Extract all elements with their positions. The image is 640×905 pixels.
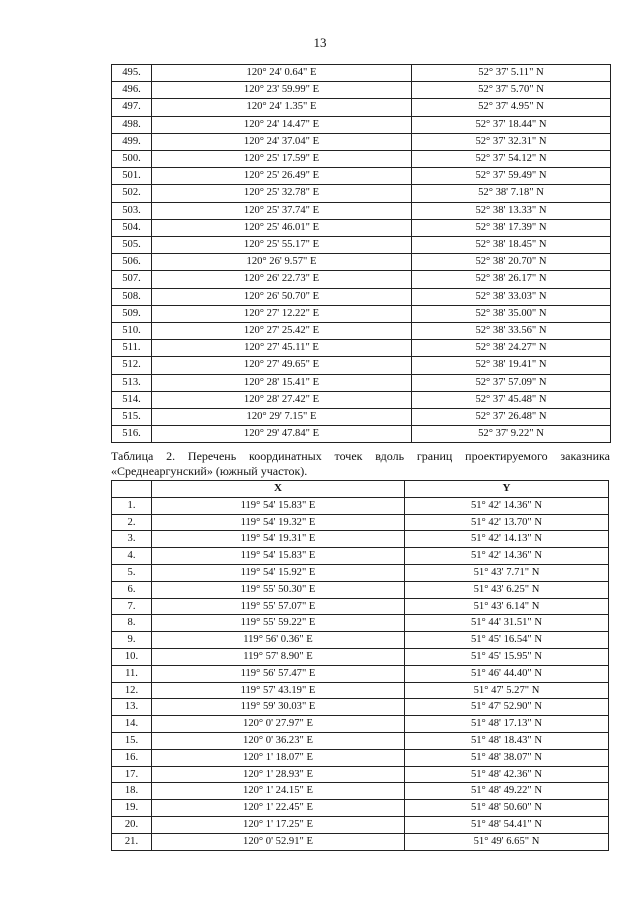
point-number-cell: 506.: [112, 254, 152, 271]
latitude-cell: 52° 38' 33.03" N: [412, 288, 611, 305]
table-row: [112, 357, 611, 374]
point-number-cell: 13.: [112, 699, 152, 716]
table-row: [112, 323, 611, 340]
table-row: [112, 665, 609, 682]
table-row: [112, 732, 609, 749]
point-number-cell: 17.: [112, 766, 152, 783]
longitude-cell: 120° 28' 15.41" E: [152, 374, 412, 391]
longitude-cell: 120° 24' 0.64" E: [152, 65, 412, 82]
latitude-cell: 51° 44' 31.51" N: [405, 615, 609, 632]
table-row: [112, 426, 611, 443]
latitude-cell: 51° 42' 13.70" N: [405, 514, 609, 531]
table-row: [112, 749, 609, 766]
table-row: [112, 185, 611, 202]
table-row: [112, 340, 611, 357]
latitude-cell: 51° 48' 50.60" N: [405, 800, 609, 817]
table-row: [112, 133, 611, 150]
latitude-cell: 52° 37' 59.49" N: [412, 168, 611, 185]
longitude-cell: 120° 23' 59.99" E: [152, 82, 412, 99]
longitude-cell: 120° 24' 37.04" E: [152, 133, 412, 150]
point-number-cell: 2.: [112, 514, 152, 531]
point-number-cell: 510.: [112, 323, 152, 340]
point-number-cell: 20.: [112, 816, 152, 833]
latitude-cell: 52° 38' 35.00" N: [412, 305, 611, 322]
longitude-cell: 120° 27' 45.11" E: [152, 340, 412, 357]
point-number-cell: 7.: [112, 598, 152, 615]
table-row: [112, 682, 609, 699]
longitude-cell: 119° 57' 43.19" E: [152, 682, 405, 699]
longitude-cell: 120° 25' 26.49" E: [152, 168, 412, 185]
point-number-cell: 11.: [112, 665, 152, 682]
latitude-cell: 52° 38' 7.18" N: [412, 185, 611, 202]
longitude-cell: 120° 1' 17.25" E: [152, 816, 405, 833]
longitude-cell: 120° 25' 46.01" E: [152, 219, 412, 236]
point-number-cell: 21.: [112, 833, 152, 850]
longitude-cell: 120° 24' 1.35" E: [152, 99, 412, 116]
latitude-cell: 51° 48' 49.22" N: [405, 783, 609, 800]
point-number-cell: 509.: [112, 305, 152, 322]
longitude-cell: 120° 28' 27.42" E: [152, 391, 412, 408]
table-row: [112, 82, 611, 99]
table-row: [112, 409, 611, 426]
point-number-cell: 498.: [112, 116, 152, 133]
latitude-cell: 52° 37' 18.44" N: [412, 116, 611, 133]
longitude-cell: 119° 56' 0.36" E: [152, 632, 405, 649]
table-row: [112, 531, 609, 548]
longitude-cell: 120° 26' 9.57" E: [152, 254, 412, 271]
latitude-cell: 51° 43' 7.71" N: [405, 564, 609, 581]
point-number-cell: 495.: [112, 65, 152, 82]
coordinates-table-2: [111, 480, 609, 851]
table-row: [112, 254, 611, 271]
table-row: [112, 514, 609, 531]
latitude-cell: 51° 48' 38.07" N: [405, 749, 609, 766]
longitude-cell: 120° 29' 7.15" E: [152, 409, 412, 426]
table-row: [112, 699, 609, 716]
point-number-cell: 501.: [112, 168, 152, 185]
point-number-cell: 516.: [112, 426, 152, 443]
point-number-cell: 500.: [112, 151, 152, 168]
longitude-cell: 120° 1' 28.93" E: [152, 766, 405, 783]
longitude-cell: 120° 27' 49.65" E: [152, 357, 412, 374]
longitude-cell: 120° 27' 12.22" E: [152, 305, 412, 322]
table-2-body: [112, 497, 609, 850]
longitude-cell: 120° 0' 27.97" E: [152, 716, 405, 733]
longitude-cell: 119° 54' 15.92" E: [152, 564, 405, 581]
latitude-cell: 52° 38' 17.39" N: [412, 219, 611, 236]
latitude-cell: 52° 38' 18.45" N: [412, 237, 611, 254]
longitude-cell: 119° 54' 19.31" E: [152, 531, 405, 548]
latitude-cell: 51° 48' 54.41" N: [405, 816, 609, 833]
table-row: [112, 564, 609, 581]
point-number-cell: 512.: [112, 357, 152, 374]
column-header-number: [112, 481, 152, 498]
point-number-cell: 514.: [112, 391, 152, 408]
table-row: [112, 648, 609, 665]
latitude-cell: 52° 38' 20.70" N: [412, 254, 611, 271]
table-row: [112, 99, 611, 116]
latitude-cell: 52° 37' 26.48" N: [412, 409, 611, 426]
point-number-cell: 10.: [112, 648, 152, 665]
latitude-cell: 51° 42' 14.36" N: [405, 548, 609, 565]
longitude-cell: 120° 29' 47.84" E: [152, 426, 412, 443]
longitude-cell: 120° 1' 18.07" E: [152, 749, 405, 766]
column-header-x: X: [152, 481, 405, 498]
point-number-cell: 14.: [112, 716, 152, 733]
table-row: [112, 800, 609, 817]
latitude-cell: 51° 42' 14.13" N: [405, 531, 609, 548]
point-number-cell: 18.: [112, 783, 152, 800]
longitude-cell: 119° 55' 50.30" E: [152, 581, 405, 598]
point-number-cell: 513.: [112, 374, 152, 391]
longitude-cell: 119° 54' 15.83" E: [152, 497, 405, 514]
longitude-cell: 119° 55' 59.22" E: [152, 615, 405, 632]
longitude-cell: 120° 27' 25.42" E: [152, 323, 412, 340]
point-number-cell: 496.: [112, 82, 152, 99]
latitude-cell: 51° 48' 42.36" N: [405, 766, 609, 783]
point-number-cell: 515.: [112, 409, 152, 426]
longitude-cell: 120° 24' 14.47" E: [152, 116, 412, 133]
latitude-cell: 52° 37' 32.31" N: [412, 133, 611, 150]
column-header-y: Y: [405, 481, 609, 498]
table-row: [112, 168, 611, 185]
latitude-cell: 51° 47' 52.90" N: [405, 699, 609, 716]
table-row: [112, 305, 611, 322]
point-number-cell: 3.: [112, 531, 152, 548]
longitude-cell: 120° 1' 24.15" E: [152, 783, 405, 800]
table-row: [112, 237, 611, 254]
point-number-cell: 5.: [112, 564, 152, 581]
table-row: [112, 219, 611, 236]
table-row: [112, 783, 609, 800]
table-row: [112, 615, 609, 632]
table-row: [112, 65, 611, 82]
point-number-cell: 4.: [112, 548, 152, 565]
longitude-cell: 120° 1' 22.45" E: [152, 800, 405, 817]
latitude-cell: 51° 48' 17.13" N: [405, 716, 609, 733]
longitude-cell: 119° 54' 15.83" E: [152, 548, 405, 565]
table-row: [112, 202, 611, 219]
table-row: [112, 716, 609, 733]
latitude-cell: 51° 47' 5.27" N: [405, 682, 609, 699]
longitude-cell: 120° 26' 50.70" E: [152, 288, 412, 305]
point-number-cell: 505.: [112, 237, 152, 254]
point-number-cell: 499.: [112, 133, 152, 150]
point-number-cell: 9.: [112, 632, 152, 649]
latitude-cell: 51° 46' 44.40" N: [405, 665, 609, 682]
table-1-body: [112, 65, 611, 443]
table-row: [112, 632, 609, 649]
table-row: [112, 548, 609, 565]
latitude-cell: 51° 48' 18.43" N: [405, 732, 609, 749]
point-number-cell: 502.: [112, 185, 152, 202]
point-number-cell: 19.: [112, 800, 152, 817]
page-number: 13: [313, 35, 327, 50]
point-number-cell: 497.: [112, 99, 152, 116]
table-row: [112, 497, 609, 514]
latitude-cell: 52° 38' 13.33" N: [412, 202, 611, 219]
table-2-header-row: [112, 481, 609, 498]
latitude-cell: 52° 37' 57.09" N: [412, 374, 611, 391]
longitude-cell: 120° 25' 37.74" E: [152, 202, 412, 219]
longitude-cell: 120° 0' 52.91" E: [152, 833, 405, 850]
latitude-cell: 52° 38' 33.56" N: [412, 323, 611, 340]
table-row: [112, 116, 611, 133]
point-number-cell: 504.: [112, 219, 152, 236]
latitude-cell: 51° 45' 15.95" N: [405, 648, 609, 665]
longitude-cell: 120° 26' 22.73" E: [152, 271, 412, 288]
longitude-cell: 119° 59' 30.03" E: [152, 699, 405, 716]
point-number-cell: 508.: [112, 288, 152, 305]
longitude-cell: 119° 55' 57.07" E: [152, 598, 405, 615]
latitude-cell: 52° 37' 45.48" N: [412, 391, 611, 408]
latitude-cell: 51° 42' 14.36" N: [405, 497, 609, 514]
longitude-cell: 119° 56' 57.47" E: [152, 665, 405, 682]
point-number-cell: 503.: [112, 202, 152, 219]
latitude-cell: 52° 38' 24.27" N: [412, 340, 611, 357]
point-number-cell: 12.: [112, 682, 152, 699]
longitude-cell: 120° 0' 36.23" E: [152, 732, 405, 749]
longitude-cell: 120° 25' 17.59" E: [152, 151, 412, 168]
table-row: [112, 151, 611, 168]
table-row: [112, 271, 611, 288]
latitude-cell: 52° 37' 5.11" N: [412, 65, 611, 82]
table-row: [112, 766, 609, 783]
table-row: [112, 374, 611, 391]
latitude-cell: 51° 49' 6.65" N: [405, 833, 609, 850]
point-number-cell: 1.: [112, 497, 152, 514]
table-row: [112, 816, 609, 833]
point-number-cell: 507.: [112, 271, 152, 288]
point-number-cell: 15.: [112, 732, 152, 749]
latitude-cell: 51° 45' 16.54" N: [405, 632, 609, 649]
table-row: [112, 833, 609, 850]
table-row: [112, 288, 611, 305]
point-number-cell: 511.: [112, 340, 152, 357]
table-row: [112, 581, 609, 598]
table-row: [112, 391, 611, 408]
coordinates-table-1: [111, 64, 611, 443]
table-row: [112, 598, 609, 615]
point-number-cell: 6.: [112, 581, 152, 598]
latitude-cell: 51° 43' 6.14" N: [405, 598, 609, 615]
longitude-cell: 119° 57' 8.90" E: [152, 648, 405, 665]
longitude-cell: 120° 25' 55.17" E: [152, 237, 412, 254]
longitude-cell: 120° 25' 32.78" E: [152, 185, 412, 202]
latitude-cell: 51° 43' 6.25" N: [405, 581, 609, 598]
latitude-cell: 52° 38' 26.17" N: [412, 271, 611, 288]
latitude-cell: 52° 38' 19.41" N: [412, 357, 611, 374]
point-number-cell: 16.: [112, 749, 152, 766]
latitude-cell: 52° 37' 9.22" N: [412, 426, 611, 443]
table-2-caption: Таблица 2. Перечень координатных точек вдоль границ проектируемого заказника «Среднеаргунский» (южный участок).: [111, 449, 610, 478]
latitude-cell: 52° 37' 4.95" N: [412, 99, 611, 116]
point-number-cell: 8.: [112, 615, 152, 632]
latitude-cell: 52° 37' 54.12" N: [412, 151, 611, 168]
longitude-cell: 119° 54' 19.32" E: [152, 514, 405, 531]
latitude-cell: 52° 37' 5.70" N: [412, 82, 611, 99]
